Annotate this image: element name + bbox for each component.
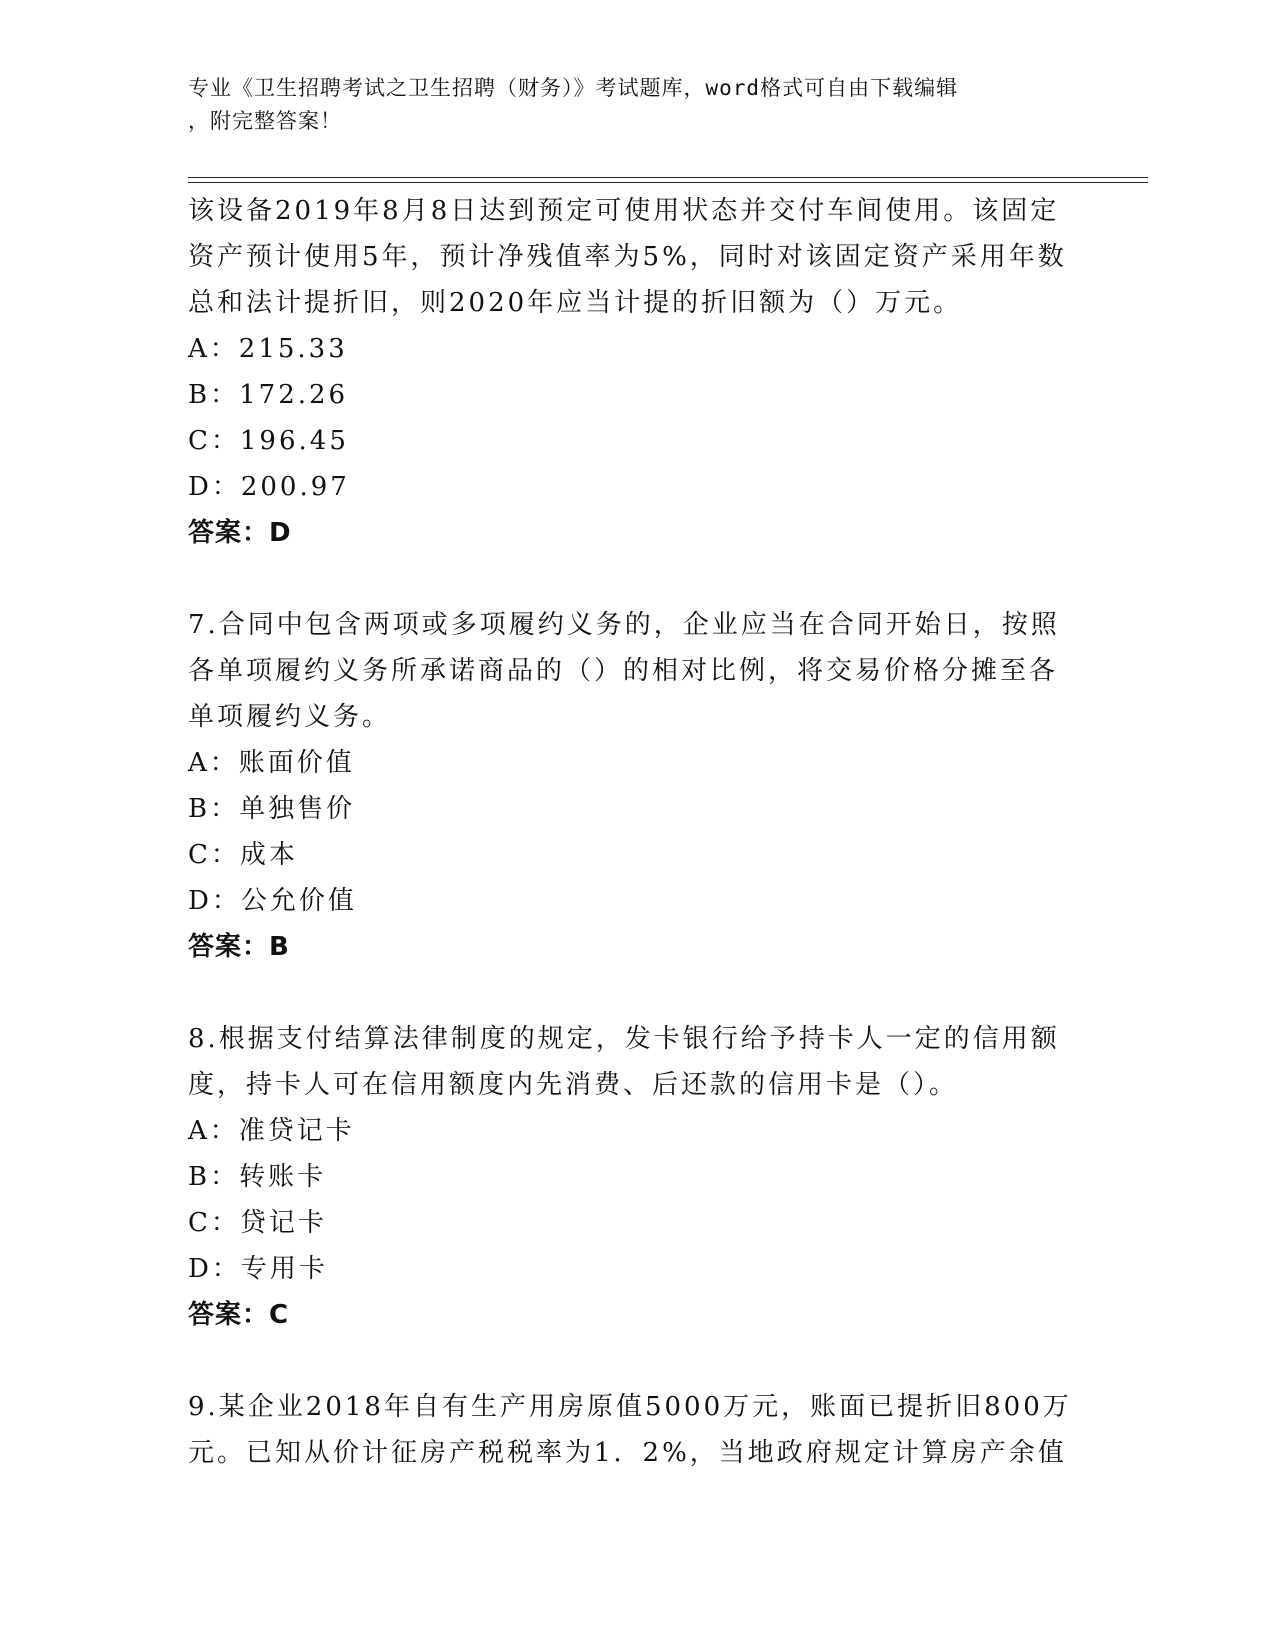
question-9 [188,1384,1088,1476]
question-9-line-2: 元。已知从价计征房产税税率为1．2%，当地政府规定计算房产余值 [188,1438,1067,1468]
question-8 [188,1016,1088,1338]
question-6-option-a: A：215.33 [188,334,348,364]
document-header [188,72,1088,138]
question-6-answer: 答案：D [188,518,292,548]
question-7-line-1: 7.合同中包含两项或多项履约义务的，企业应当在合同开始日，按照 [188,610,1060,640]
question-8-option-a: A：准贷记卡 [188,1116,355,1146]
question-6-line-1: 该设备2019年8月8日达到预定可使用状态并交付车间使用。该固定 [188,196,1060,226]
question-6-line-3: 总和法计提折旧，则2020年应当计提的折旧额为（）万元。 [188,288,963,318]
header-divider-top [188,177,1148,178]
header-divider-bottom [188,182,1148,183]
question-6-line-2: 资产预计使用5年，预计净残值率为5%，同时对该固定资产采用年数 [188,242,1067,272]
question-7-option-b: B：单独售价 [188,794,356,824]
question-7-option-a: A：账面价值 [188,748,355,778]
question-8-line-2: 度，持卡人可在信用额度内先消费、后还款的信用卡是（）。 [188,1070,959,1100]
question-8-option-c: C：贷记卡 [188,1208,327,1238]
question-8-option-b: B：转账卡 [188,1162,327,1192]
question-7-option-c: C：成本 [188,840,298,870]
question-8-option-d: D：专用卡 [188,1254,328,1284]
question-6-option-d: D：200.97 [188,472,350,502]
question-9-line-1: 9.某企业2018年自有生产用房原值5000万元，账面已提折旧800万 [188,1392,1072,1422]
spacer [188,556,1088,602]
question-content [188,188,1088,1476]
question-7-option-d: D：公允价值 [188,886,357,916]
question-6 [188,188,1088,556]
question-8-line-1: 8.根据支付结算法律制度的规定，发卡银行给予持卡人一定的信用额 [188,1024,1060,1054]
question-7-answer: 答案：B [188,932,290,962]
question-8-answer: 答案：C [188,1300,290,1330]
question-7-line-3: 单项履约义务。 [188,702,392,732]
header-line-1: 专业《卫生招聘考试之卫生招聘（财务）》考试题库，word格式可自由下载编辑 [188,76,959,100]
question-6-option-b: B：172.26 [188,380,349,410]
spacer [188,1338,1088,1384]
header-line-2: ，附完整答案！ [188,109,342,133]
spacer [188,970,1088,1016]
question-7 [188,602,1088,970]
question-7-line-2: 各单项履约义务所承诺商品的（）的相对比例，将交易价格分摊至各 [188,656,1059,686]
question-6-option-c: C：196.45 [188,426,349,456]
